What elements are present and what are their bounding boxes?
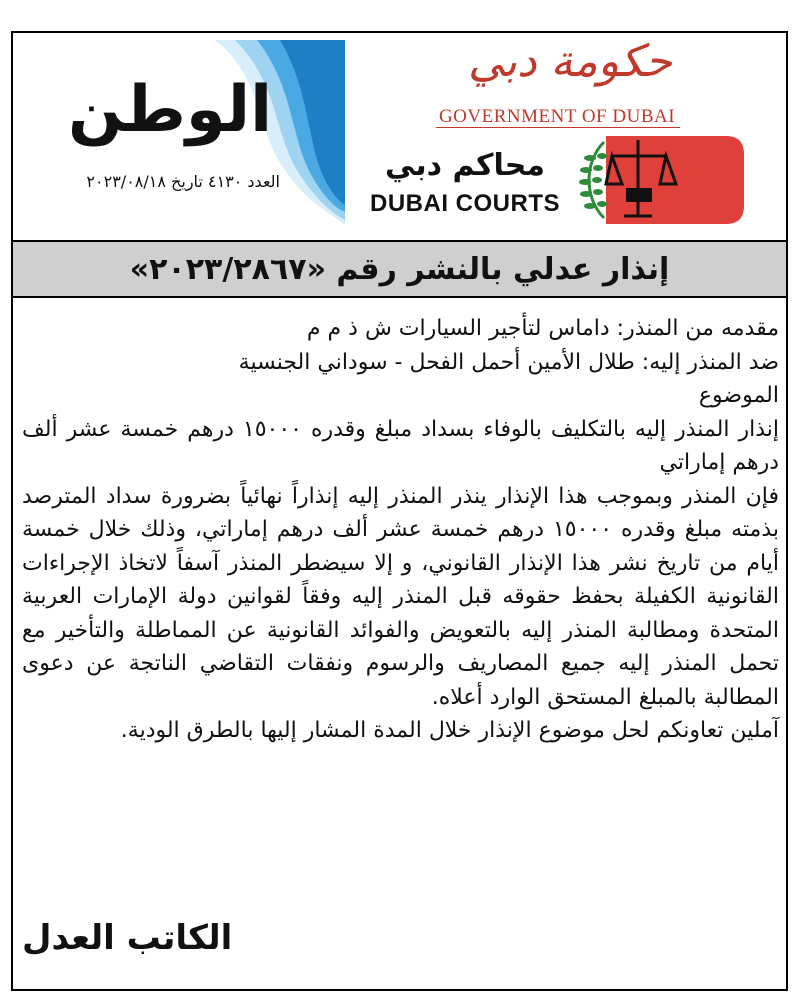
- notice-line-subject: إنذار المنذر إليه بالتكليف بالوفاء بسداد مبلغ وقدره ١٥٠٠٠ درهم خمسة عشر ألف درهم إماراتي: [22, 416, 779, 475]
- notice-body: [22, 312, 779, 748]
- issue-line: العدد ٤١٣٠ تاريخ ٢٠٢٣/٠٨/١٨: [86, 172, 280, 191]
- notice-signature: الكاتب العدل: [22, 918, 233, 958]
- scales-of-justice-icon: [576, 132, 746, 228]
- government-underline: [436, 127, 680, 128]
- government-name-arabic: حكومة دبي: [468, 36, 672, 87]
- notice-title: إنذار عدلي بالنشر رقم «٢٠٢٣/٢٨٦٧»: [129, 251, 670, 287]
- notice-line-main-paragraph: فإن المنذر وبموجب هذا الإنذار ينذر المنذر إليه إنذاراً نهائياً بضرورة سداد المترصد بذمته مبلغ وقدره ١٥٠٠٠ درهم خمسة عشر ألف درهم إماراتي، وذلك خلال خمسة أيام من تاريخ نشر هذا الإنذار القانوني، و إلا سيضطر المنذر آسفاً لاتخاذ الإجراءات القانونية الكفيلة بحفظ حقوقه قبل المنذر إليه وفقاً لقوانين دولة الإمارات العربية المتحدة ومطالبة المنذر إليه بالتعويض والفوائد القانونية عن المماطلة والتأخير مع تحمل المنذر إليه جميع المصاريف والرسوم ونفقات التقاضي الناتجة عن دعوى المطالبة بالمبلغ المستحق الوارد أعلاه.: [22, 483, 780, 710]
- government-name-english: GOVERNMENT OF DUBAI: [438, 106, 676, 127]
- notice-line-subject-heading: الموضوع: [698, 383, 779, 408]
- notice-line-applicant: مقدمه من المنذر: داماس لتأجير السيارات ش ذ م م: [306, 316, 779, 341]
- notice-line-closing: آملين تعاونكم لحل موضوع الإنذار خلال المدة المشار إليها بالطرق الودية.: [120, 718, 779, 743]
- notice-title-band: [13, 240, 786, 298]
- courts-name-arabic: محاكم دبي: [385, 148, 545, 183]
- newspaper-name: الوطن: [68, 73, 272, 147]
- notice-line-respondent: ضد المنذر إليه: طلال الأمين أحمل الفحل - سوداني الجنسية: [238, 349, 779, 375]
- courts-name-english: DUBAI COURTS: [370, 190, 560, 217]
